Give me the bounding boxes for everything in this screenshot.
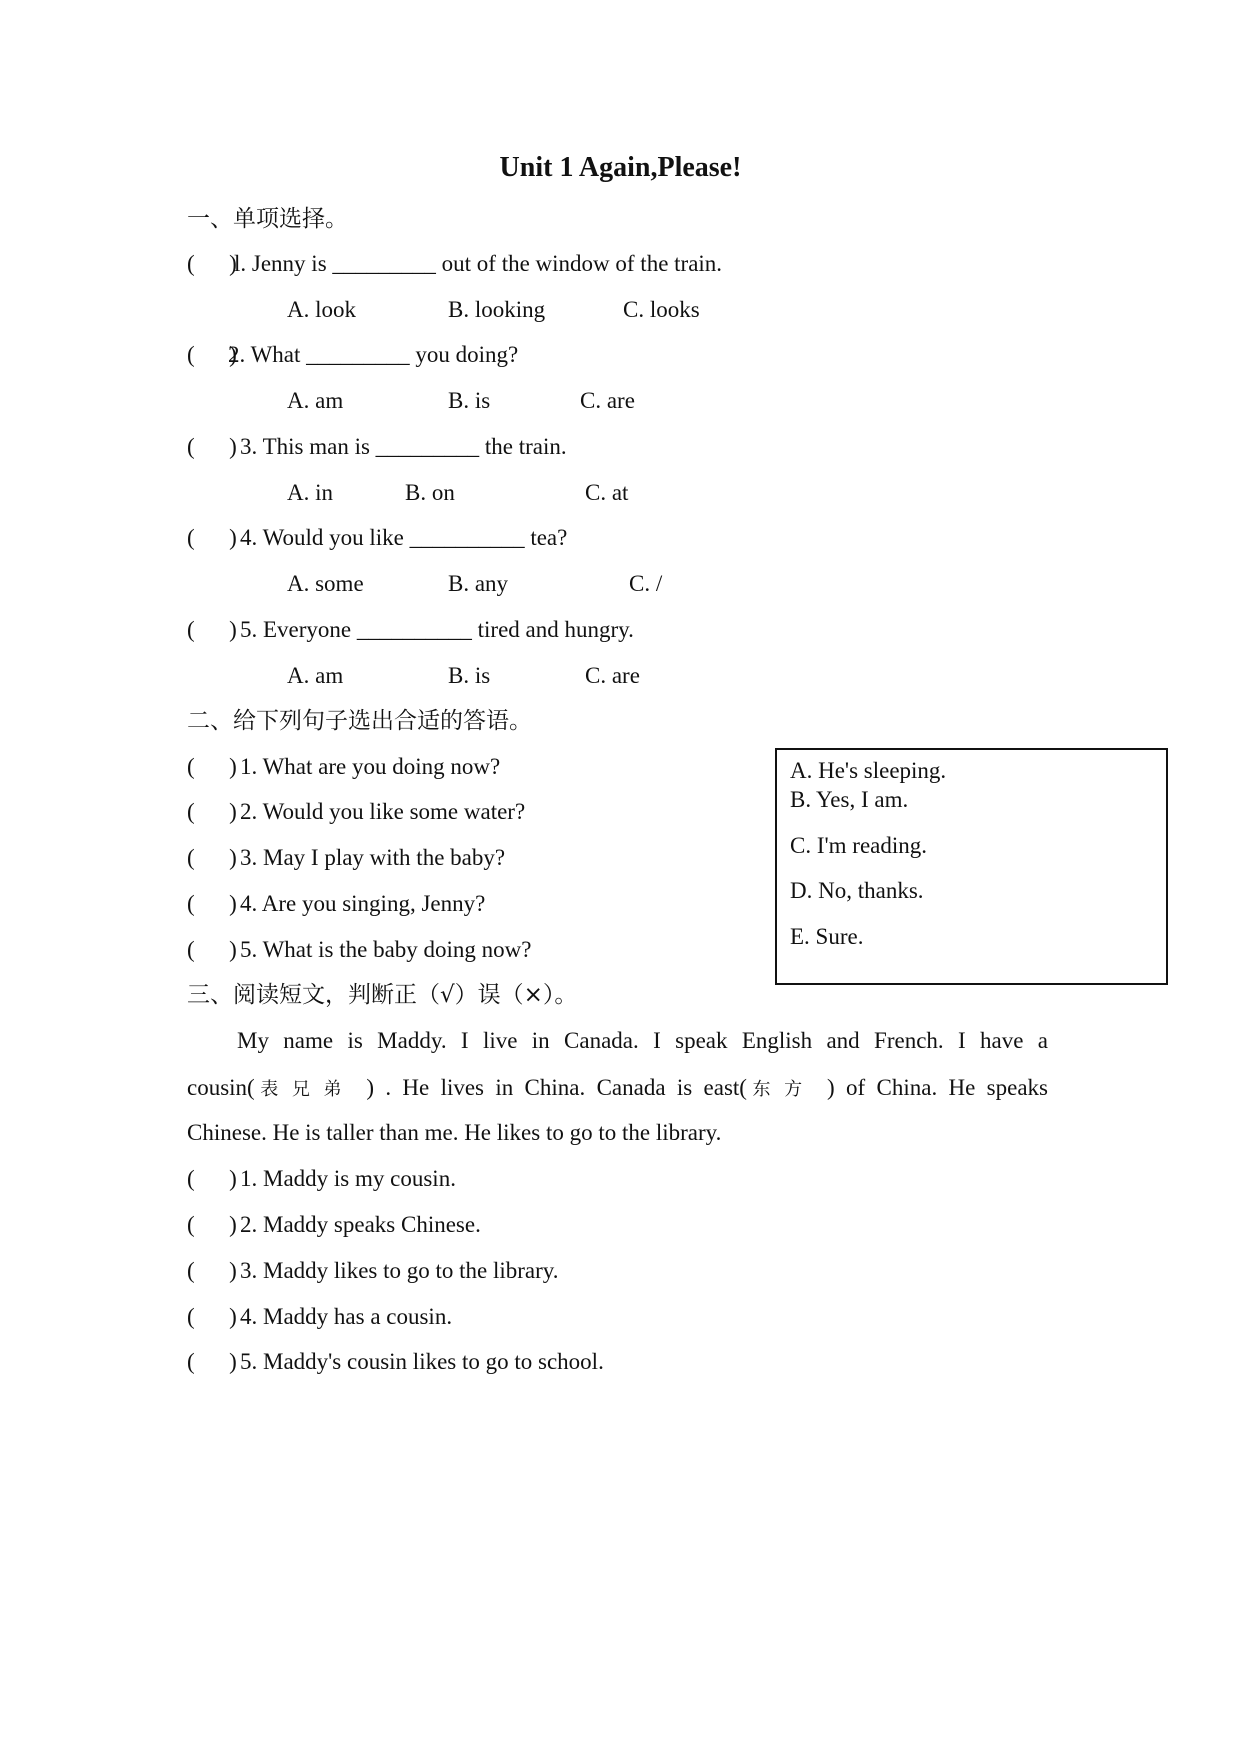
answer-blank[interactable]: ( ) — [187, 525, 237, 550]
section1-heading: 一、单项选择。 — [187, 206, 348, 232]
passage-line: My name is Maddy. I live in Canada. I speak English and French. I have a — [237, 1028, 1048, 1053]
question-stem: 4. Would you like __________ tea? — [240, 525, 568, 550]
option-c: C. are — [580, 388, 635, 413]
option-b: B. is — [448, 388, 491, 413]
gloss-text: 东方 — [746, 1079, 816, 1100]
answer-options-box — [775, 748, 1168, 985]
page-title: Unit 1 Again,Please! — [499, 152, 742, 183]
option-a: A. look — [287, 297, 356, 322]
question-stem: 5. Everyone __________ tired and hungry. — [240, 617, 634, 642]
question-stem: 4. Are you singing, Jenny? — [240, 891, 486, 916]
question-stem: 5. Maddy's cousin likes to go to school. — [240, 1349, 604, 1374]
option-c: C. at — [585, 480, 629, 505]
question-stem: l. Jenny is _________ out of the window of the train. — [234, 251, 723, 276]
question-stem: 2. Maddy speaks Chinese. — [240, 1212, 481, 1237]
option-b: B. on — [405, 480, 455, 505]
answer-blank[interactable]: ( ) — [187, 1304, 237, 1329]
answer-option: A. He's sleeping. — [790, 758, 947, 783]
option-c: C. are — [585, 663, 640, 688]
option-b: B. is — [448, 663, 491, 688]
answer-blank[interactable]: ( ) — [187, 1166, 237, 1191]
question-stem: 1. What are you doing now? — [240, 754, 501, 779]
answer-blank[interactable]: ( ) — [187, 845, 237, 870]
answer-option: B. Yes, I am. — [790, 787, 909, 812]
question-stem: 2. Would you like some water? — [240, 799, 526, 824]
question-stem: 3. Maddy likes to go to the library. — [240, 1258, 559, 1283]
question-stem: 2. What _________ you doing? — [228, 342, 519, 367]
passage-line: Chinese. He is taller than me. He likes to go to the library. — [187, 1120, 722, 1145]
gloss-text: 表兄弟 — [254, 1079, 356, 1100]
option-b: B. any — [448, 571, 509, 596]
answer-blank[interactable]: ( ) — [187, 754, 237, 779]
option-a: A. some — [287, 571, 364, 596]
option-a: A. in — [287, 480, 333, 505]
question-stem: 5. What is the baby doing now? — [240, 937, 532, 962]
answer-blank[interactable]: ( ) — [187, 251, 237, 276]
option-c: C. / — [629, 571, 663, 596]
answer-option: E. Sure. — [790, 924, 864, 949]
passage-line: cousin(表兄弟 ) . He lives in China. Canada is east(东方 ) of China. He speaks — [187, 1075, 1048, 1100]
answer-blank[interactable]: ( ) — [187, 1212, 237, 1237]
answer-blank[interactable]: ( ) — [187, 1258, 237, 1283]
answer-blank[interactable]: ( ) — [187, 937, 237, 962]
option-b: B. looking — [448, 297, 546, 322]
section3-heading: 三、阅读短文，判断正（√）误（×）。 — [187, 982, 578, 1008]
option-a: A. am — [287, 388, 344, 413]
question-stem: 1. Maddy is my cousin. — [240, 1166, 456, 1191]
section2-heading: 二、给下列句子选出合适的答语。 — [187, 708, 532, 734]
answer-option: C. I'm reading. — [790, 833, 928, 858]
option-c: C. looks — [623, 297, 700, 322]
question-stem: 3. May I play with the baby? — [240, 845, 506, 870]
question-stem: 4. Maddy has a cousin. — [240, 1304, 453, 1329]
answer-blank[interactable]: ( ) — [187, 891, 237, 916]
answer-blank[interactable]: ( ) — [187, 342, 237, 367]
answer-option: D. No, thanks. — [790, 878, 924, 903]
answer-blank[interactable]: ( ) — [187, 617, 237, 642]
question-stem: 3. This man is _________ the train. — [240, 434, 567, 459]
answer-blank[interactable]: ( ) — [187, 1349, 237, 1374]
answer-blank[interactable]: ( ) — [187, 434, 237, 459]
option-a: A. am — [287, 663, 344, 688]
answer-blank[interactable]: ( ) — [187, 799, 237, 824]
